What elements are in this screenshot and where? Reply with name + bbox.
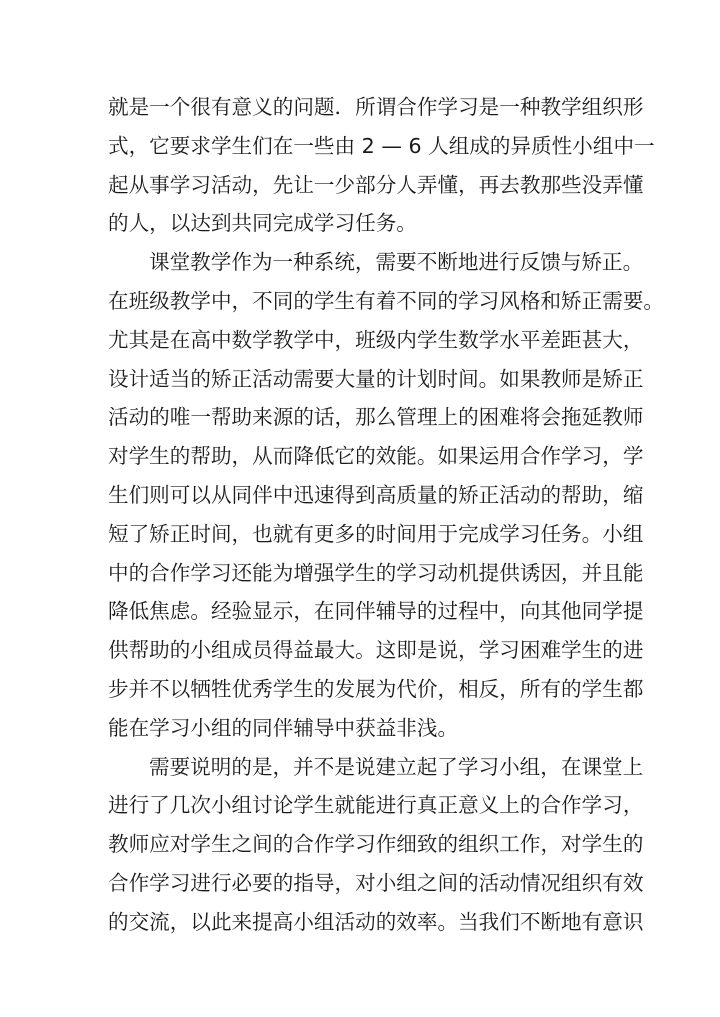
- text-line: 供帮助的小组成员得益最大。这即是说，学习困难学生的进: [108, 638, 644, 663]
- text-line: 起从事学习活动，先让一少部分人弄懂，再去教那些没弄懂: [108, 172, 644, 197]
- text-line: 式，它要求学生们在一些由 2 — 6 人组成的异质性小组中一: [108, 133, 655, 158]
- paragraph-1: [108, 88, 655, 243]
- text-line: 进行了几次小组讨论学生就能进行真正意义上的合作学习，: [108, 793, 644, 818]
- text-line: 就是一个很有意义的问题．所谓合作学习是一种教学组织形: [108, 95, 644, 119]
- text-line: 能在学习小组的同伴辅导中获益非浅。: [108, 715, 459, 740]
- text-line: 的人，以达到共同完成学习任务。: [108, 211, 417, 236]
- paragraph-3: [108, 748, 644, 942]
- text-line: 步并不以牺牲优秀学生的发展为代价，相反，所有的学生都: [108, 676, 644, 701]
- text-line: 尤其是在高中数学教学中，班级内学生数学水平差距甚大，: [108, 327, 644, 352]
- text-line: 短了矫正时间，也就有更多的时间用于完成学习任务。小组: [108, 521, 644, 546]
- text-line: 在班级教学中，不同的学生有着不同的学习风格和矫正需要。: [108, 288, 665, 313]
- text-line: 中的合作学习还能为增强学生的学习动机提供诱因，并且能: [108, 560, 644, 585]
- text-line: 教师应对学生之间的合作学习作细致的组织工作，对学生的: [108, 832, 644, 857]
- text-line: 降低焦虑。经验显示，在同伴辅导的过程中，向其他同学提: [108, 599, 644, 624]
- text-line: 设计适当的矫正活动需要大量的计划时间。如果教师是矫正: [108, 366, 644, 391]
- text-line: 对学生的帮助，从而降低它的效能。如果运用合作学习，学: [108, 444, 644, 469]
- text-line: 的交流，以此来提高小组活动的效率。当我们不断地有意识: [108, 909, 644, 934]
- paragraph-2: [108, 243, 665, 747]
- text-line: 需要说明的是，并不是说建立起了学习小组，在课堂上: [149, 754, 644, 779]
- text-line: 生们则可以从同伴中迅速得到高质量的矫正活动的帮助，缩: [108, 482, 644, 507]
- text-line: 合作学习进行必要的指导，对小组之间的活动情况组织有效: [108, 870, 644, 895]
- text-line: 课堂教学作为一种系统，需要不断地进行反馈与矫正。: [149, 250, 644, 275]
- text-line: 活动的唯一帮助来源的话，那么管理上的困难将会拖延教师: [108, 405, 644, 430]
- document-body: [108, 88, 665, 942]
